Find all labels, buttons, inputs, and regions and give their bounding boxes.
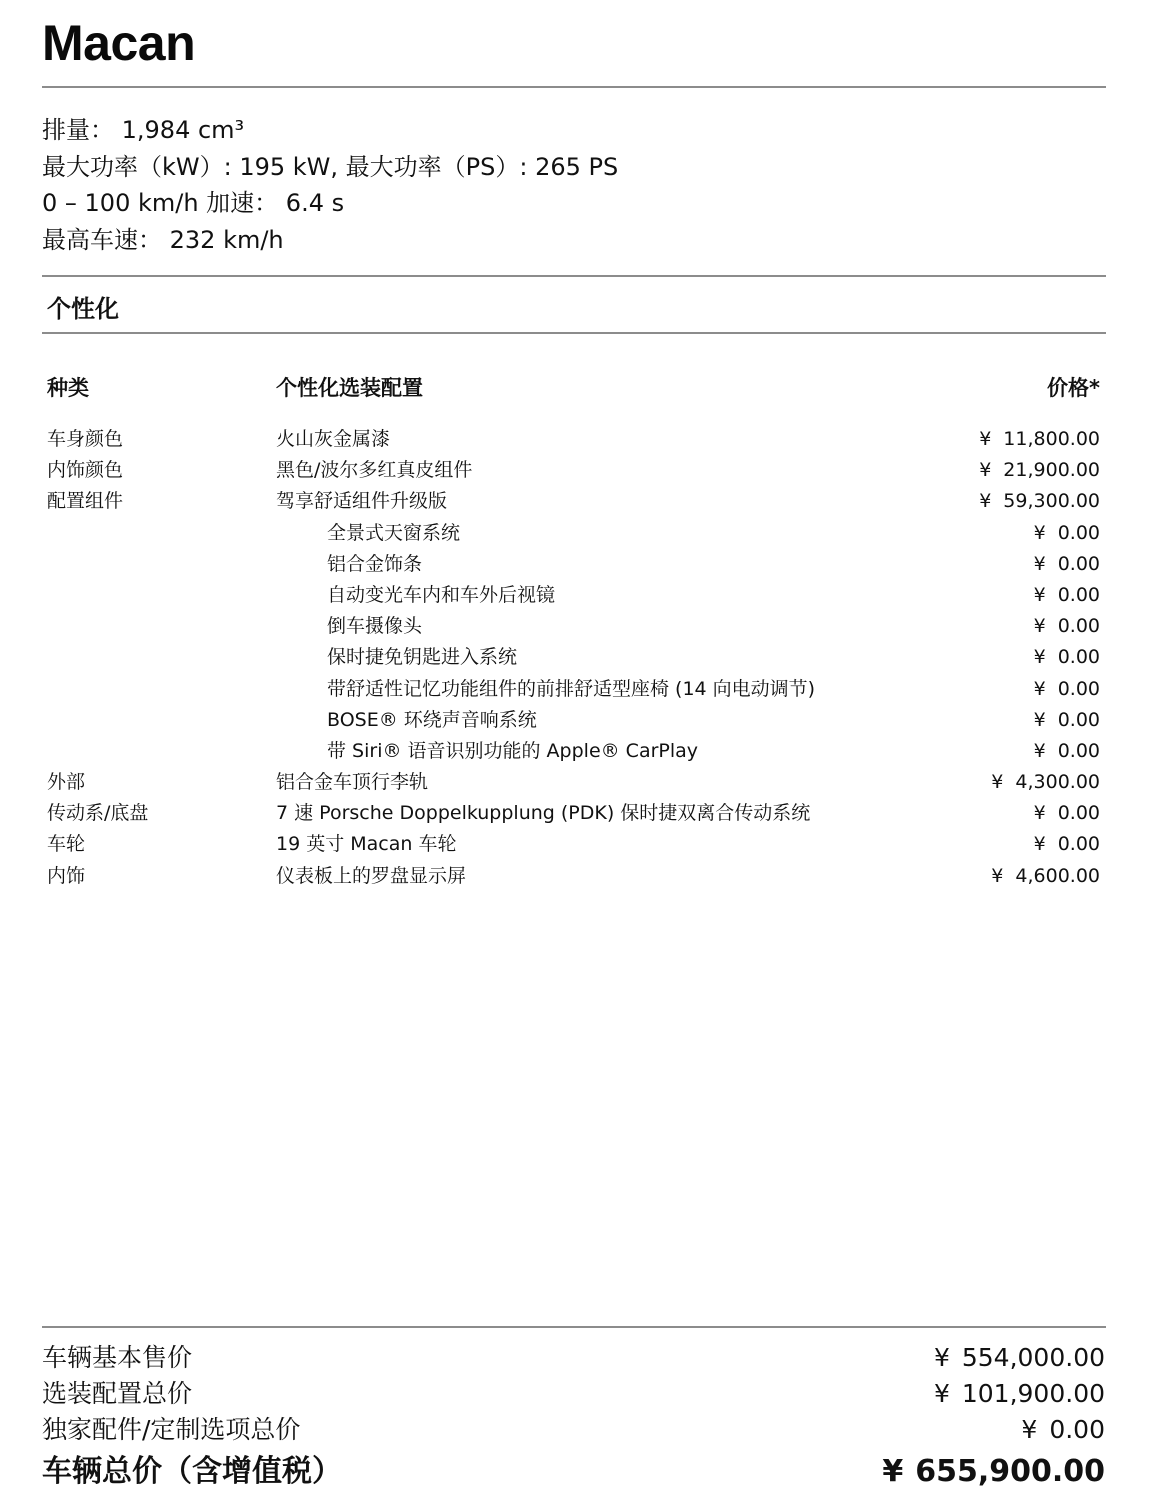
row-category: 传动系/底盘 — [47, 802, 149, 825]
grand-total-value — [882, 1450, 1105, 1494]
page-title: Macan — [42, 15, 196, 71]
total-value — [934, 1376, 1105, 1412]
currency-symbol: ¥ — [1033, 552, 1046, 575]
price-value: 0.00 — [1057, 677, 1100, 700]
row-option: 驾享舒适组件升级版 — [276, 490, 448, 513]
price-value: 0.00 — [1057, 615, 1100, 638]
table-row — [0, 549, 1150, 580]
spec-acceleration: 0 – 100 km/h 加速： 6.4 s — [42, 189, 345, 217]
price-value: 0.00 — [1057, 739, 1100, 762]
divider — [42, 332, 1106, 334]
table-row — [0, 829, 1150, 860]
currency-symbol: ¥ — [1033, 802, 1046, 825]
row-option: 7 速 Porsche Doppelkupplung (PDK) 保时捷双离合传动系统 — [276, 802, 811, 825]
currency-symbol: ¥ — [991, 771, 1004, 794]
currency-symbol: ¥ — [979, 459, 992, 482]
divider — [42, 1326, 1106, 1328]
row-option: 全景式天窗系统 — [327, 521, 461, 544]
spec-list — [42, 112, 618, 258]
total-value — [934, 1340, 1105, 1376]
spec-power: 最大功率（kW）: 195 kW, 最大功率（PS）: 265 PS — [42, 152, 619, 181]
currency-symbol: ¥ — [1033, 739, 1046, 762]
row-price — [1034, 705, 1100, 736]
row-category: 配置组件 — [47, 490, 124, 513]
spec-top-speed: 最高车速： 232 km/h — [42, 225, 284, 254]
currency-symbol: ¥ — [1033, 583, 1046, 606]
total-row-base-price — [0, 1340, 1150, 1376]
price-value: 0.00 — [1057, 802, 1100, 825]
row-price — [979, 486, 1100, 517]
section-title: 个性化 — [47, 295, 119, 323]
row-option: 火山灰金属漆 — [276, 428, 391, 450]
grand-total-row — [0, 1450, 1150, 1494]
total-value — [1021, 1412, 1105, 1448]
row-option: 19 英寸 Macan 车轮 — [276, 833, 457, 856]
table-row — [0, 674, 1150, 705]
grand-total-label: 车辆总价（含增值税） — [42, 1454, 342, 1489]
row-option: 铝合金车顶行李轨 — [276, 771, 429, 794]
row-price — [1034, 642, 1100, 673]
price-value: 0.00 — [1057, 521, 1100, 544]
row-option: 带舒适性记忆功能组件的前排舒适型座椅 (14 向电动调节) — [327, 677, 816, 700]
currency-symbol: ¥ — [933, 1343, 950, 1372]
table-row — [0, 642, 1150, 673]
row-price — [1034, 736, 1100, 767]
price-value: 11,800.00 — [1003, 428, 1100, 450]
divider — [42, 275, 1106, 277]
value: 554,000.00 — [961, 1343, 1105, 1372]
row-price — [991, 861, 1100, 892]
table-row — [0, 580, 1150, 611]
table-row — [0, 424, 1150, 455]
table-row — [0, 518, 1150, 549]
value: 101,900.00 — [961, 1379, 1105, 1408]
price-value: 4,600.00 — [1015, 864, 1100, 887]
row-option: 保时捷免钥匙进入系统 — [327, 646, 518, 669]
table-row — [0, 705, 1150, 736]
price-value: 4,300.00 — [1015, 771, 1100, 794]
row-category: 车身颜色 — [47, 428, 124, 450]
row-price — [991, 767, 1100, 798]
row-option: BOSE® 环绕声音响系统 — [327, 708, 537, 731]
table-row — [0, 611, 1150, 642]
price-value: 0.00 — [1057, 833, 1100, 856]
currency-symbol: ¥ — [979, 490, 992, 513]
row-price — [1034, 674, 1100, 705]
price-value: 0.00 — [1057, 646, 1100, 669]
currency-symbol: ¥ — [882, 1454, 904, 1489]
currency-symbol: ¥ — [933, 1379, 950, 1408]
row-option: 铝合金饰条 — [327, 552, 423, 575]
currency-symbol: ¥ — [1033, 615, 1046, 638]
row-price — [1034, 580, 1100, 611]
table-row — [0, 486, 1150, 517]
currency-symbol: ¥ — [979, 428, 992, 450]
totals-summary — [0, 1340, 1150, 1494]
row-category: 外部 — [47, 771, 86, 794]
row-category: 内饰颜色 — [47, 459, 124, 482]
row-option: 自动变光车内和车外后视镜 — [327, 583, 556, 606]
total-label: 选装配置总价 — [42, 1379, 193, 1408]
total-row-exclusive — [0, 1412, 1150, 1448]
price-value: 0.00 — [1057, 708, 1100, 731]
price-value: 0.00 — [1057, 552, 1100, 575]
total-label: 独家配件/定制选项总价 — [42, 1415, 301, 1444]
divider — [42, 86, 1106, 88]
value: 0.00 — [1049, 1415, 1105, 1444]
row-price — [979, 455, 1100, 486]
row-option: 黑色/波尔多红真皮组件 — [276, 459, 473, 482]
value: 655,900.00 — [915, 1454, 1105, 1489]
row-price — [979, 424, 1100, 455]
currency-symbol: ¥ — [1033, 677, 1046, 700]
row-category: 车轮 — [47, 833, 86, 856]
column-header-category: 种类 — [47, 376, 89, 400]
column-header-option: 个性化选装配置 — [276, 376, 423, 400]
price-value: 0.00 — [1057, 583, 1100, 606]
row-price — [1034, 518, 1100, 549]
currency-symbol: ¥ — [1033, 521, 1046, 544]
row-option: 仪表板上的罗盘显示屏 — [276, 864, 467, 887]
currency-symbol: ¥ — [1021, 1415, 1038, 1444]
table-row — [0, 861, 1150, 892]
row-price — [1034, 611, 1100, 642]
price-value: 21,900.00 — [1003, 459, 1100, 482]
currency-symbol: ¥ — [1033, 833, 1046, 856]
currency-symbol: ¥ — [1033, 708, 1046, 731]
row-category: 内饰 — [47, 864, 86, 887]
table-row — [0, 767, 1150, 798]
spec-displacement: 排量： 1,984 cm³ — [42, 116, 245, 144]
row-option: 带 Siri® 语音识别功能的 Apple® CarPlay — [327, 739, 699, 762]
row-price — [1034, 829, 1100, 860]
row-option: 倒车摄像头 — [327, 615, 423, 638]
currency-symbol: ¥ — [1033, 646, 1046, 669]
currency-symbol: ¥ — [991, 864, 1004, 887]
price-value: 59,300.00 — [1003, 490, 1100, 513]
total-label: 车辆基本售价 — [42, 1343, 193, 1372]
table-row — [0, 455, 1150, 486]
column-header-price: 价格* — [1047, 376, 1100, 400]
row-price — [1034, 798, 1100, 829]
options-table — [0, 424, 1150, 892]
row-price — [1034, 549, 1100, 580]
total-row-options — [0, 1376, 1150, 1412]
table-row — [0, 798, 1150, 829]
table-row — [0, 736, 1150, 767]
